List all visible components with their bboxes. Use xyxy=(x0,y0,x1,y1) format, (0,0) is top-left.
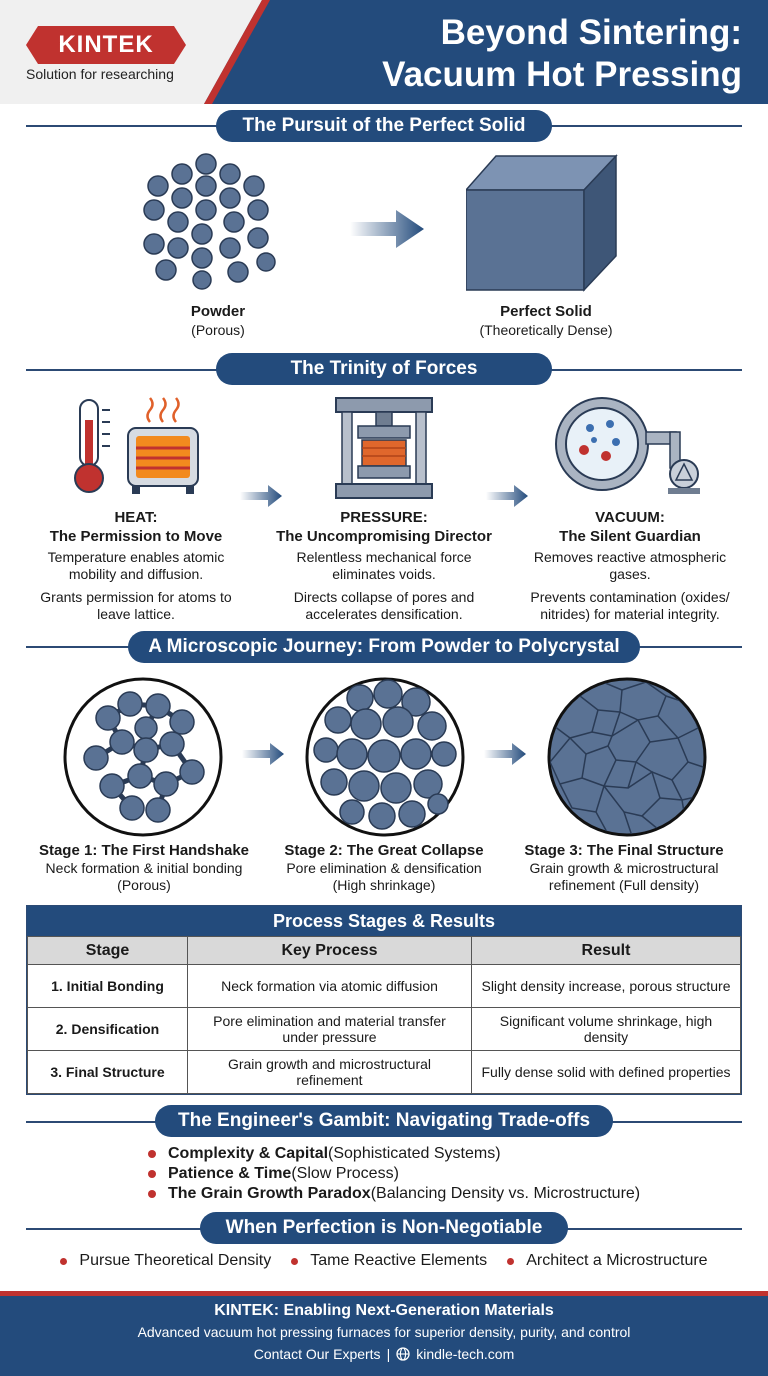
table-header-row xyxy=(28,937,741,965)
table-cell: 2. Densification xyxy=(28,1008,188,1051)
arrow-right-icon xyxy=(242,742,286,766)
powder-label: Powder xyxy=(190,303,246,320)
stage-3-desc2: refinement (Full density) xyxy=(548,877,700,893)
website-link[interactable]: kindle-tech.com xyxy=(416,1346,515,1362)
table-title: Process Stages & Results xyxy=(27,906,741,936)
list-item xyxy=(291,1252,487,1270)
table-header-result: Result xyxy=(472,937,741,965)
table-header-process: Key Process xyxy=(188,937,472,965)
table-row xyxy=(28,1008,741,1051)
stage-3-desc1: Grain growth & microstructural xyxy=(529,860,719,876)
process-stages-table xyxy=(26,905,742,1095)
list-item xyxy=(148,1144,640,1164)
table-grid xyxy=(27,936,741,1094)
force-pressure xyxy=(256,508,512,623)
section-title-perfection: When Perfection is Non-Negotiable xyxy=(200,1212,568,1244)
table-cell: 3. Final Structure xyxy=(28,1051,188,1094)
force-pressure-desc1: Relentless mechanical force eliminates voids. xyxy=(296,549,472,582)
table-cell: Neck formation via atomic diffusion xyxy=(188,965,472,1008)
powder-sublabel: (Porous) xyxy=(191,322,245,338)
force-vacuum-desc2: Prevents contamination (oxides/ nitrides) for material integrity. xyxy=(530,589,730,622)
brand-tagline: Solution for researching xyxy=(26,66,174,82)
stage-3-title: Stage 3: The Final Structure xyxy=(524,842,724,859)
table-cell: Slight density increase, porous structure xyxy=(472,965,741,1008)
stage-3-caption xyxy=(496,842,752,894)
list-item xyxy=(507,1252,707,1270)
list-item-text: Architect a Microstructure xyxy=(526,1252,708,1269)
brand-logo: KINTEK xyxy=(58,31,154,58)
table-cell: Grain growth and microstructural refinement xyxy=(188,1051,472,1094)
stage-1-title: Stage 1: The First Handshake xyxy=(38,842,250,859)
powder-particles-icon xyxy=(138,150,288,290)
table-cell: 1. Initial Bonding xyxy=(28,965,188,1008)
stage-2-desc1: Pore elimination & densification xyxy=(286,860,482,876)
solid-label: Perfect Solid xyxy=(500,303,592,320)
arrow-right-icon xyxy=(240,484,284,508)
stage2-collapse-icon xyxy=(304,676,466,838)
force-heat xyxy=(8,508,264,623)
heat-thermometer-heater-icon xyxy=(72,396,202,496)
bullet-dot-icon xyxy=(148,1190,156,1198)
bullet-dot-icon xyxy=(507,1258,514,1265)
section-title-perfect-solid: The Pursuit of the Perfect Solid xyxy=(216,110,552,142)
list-item-bold: Complexity & Capital xyxy=(168,1145,329,1162)
table-cell: Pore elimination and material transfer under pressure xyxy=(188,1008,472,1051)
list-item-text: (Balancing Density vs. Microstructure) xyxy=(370,1185,641,1202)
table-row xyxy=(28,1051,741,1094)
list-item xyxy=(148,1184,640,1204)
list-item-text: (Sophisticated Systems) xyxy=(328,1145,501,1162)
force-heat-name: HEAT: xyxy=(114,509,158,526)
table-cell: Significant volume shrinkage, high density xyxy=(472,1008,741,1051)
solid-cube-icon xyxy=(466,154,626,294)
list-item-bold: Patience & Time xyxy=(168,1165,292,1182)
pressure-press-icon xyxy=(334,396,434,500)
footer xyxy=(0,1296,768,1376)
force-heat-subtitle: The Permission to Move xyxy=(49,528,223,545)
bullet-dot-icon xyxy=(148,1150,156,1158)
force-vacuum xyxy=(502,508,758,623)
footer-contact-row xyxy=(0,1346,768,1362)
solid-sublabel: (Theoretically Dense) xyxy=(479,322,613,338)
tradeoff-list xyxy=(148,1144,640,1204)
stage-2-caption xyxy=(256,842,512,894)
force-pressure-subtitle: The Uncompromising Director xyxy=(276,528,492,545)
stage-2-desc2: (High shrinkage) xyxy=(332,877,436,893)
title-line-1: Beyond Sintering: xyxy=(440,13,742,52)
list-item-text: Pursue Theoretical Density xyxy=(79,1252,272,1269)
force-vacuum-name: VACUUM: xyxy=(595,509,665,526)
table-row xyxy=(28,965,741,1008)
list-item-text: (Slow Process) xyxy=(291,1165,399,1182)
force-vacuum-desc1: Removes reactive atmospheric gases. xyxy=(533,549,727,582)
separator: | xyxy=(386,1346,391,1362)
table-header-stage: Stage xyxy=(28,937,188,965)
section-title-tradeoffs: The Engineer's Gambit: Navigating Trade-offs xyxy=(155,1105,613,1137)
list-item xyxy=(60,1252,271,1270)
stage1-necking-icon xyxy=(62,676,224,838)
stage3-polycrystal-icon xyxy=(546,676,708,838)
stage-2-title: Stage 2: The Great Collapse xyxy=(284,842,484,859)
section-title-microscopic: A Microscopic Journey: From Powder to Polycrystal xyxy=(128,631,640,663)
force-heat-desc1: Temperature enables atomic mobility and diffusion. xyxy=(47,549,225,582)
footer-title: KINTEK: Enabling Next-Generation Materials xyxy=(214,1302,554,1319)
title-line-2: Vacuum Hot Pressing xyxy=(382,55,742,94)
table-cell: Fully dense solid with defined properties xyxy=(472,1051,741,1094)
bullet-dot-icon xyxy=(291,1258,298,1265)
arrow-right-icon xyxy=(486,484,530,508)
force-heat-desc2: Grants permission for atoms to leave lattice. xyxy=(40,589,232,622)
list-item-text: Tame Reactive Elements xyxy=(310,1252,488,1269)
arrow-right-icon xyxy=(484,742,528,766)
bullet-dot-icon xyxy=(148,1170,156,1178)
list-item xyxy=(148,1164,640,1184)
force-vacuum-subtitle: The Silent Guardian xyxy=(559,528,701,545)
page-title xyxy=(322,12,742,96)
stage-1-desc2: (Porous) xyxy=(117,877,171,893)
vacuum-chamber-icon xyxy=(554,394,704,498)
bullet-dot-icon xyxy=(60,1258,67,1265)
force-pressure-desc2: Directs collapse of pores and accelerates densification. xyxy=(293,589,475,622)
stage-1-caption xyxy=(16,842,272,894)
perfection-list xyxy=(0,1252,768,1270)
list-item-bold: The Grain Growth Paradox xyxy=(168,1185,371,1202)
contact-link[interactable]: Contact Our Experts xyxy=(253,1346,381,1362)
stage-1-desc1: Neck formation & initial bonding xyxy=(45,860,243,876)
footer-subtitle: Advanced vacuum hot pressing furnaces for superior density, purity, and control xyxy=(137,1324,631,1340)
arrow-right-icon xyxy=(350,208,426,250)
section-title-trinity: The Trinity of Forces xyxy=(216,353,552,385)
force-pressure-name: PRESSURE: xyxy=(340,509,428,526)
globe-icon xyxy=(396,1347,410,1361)
